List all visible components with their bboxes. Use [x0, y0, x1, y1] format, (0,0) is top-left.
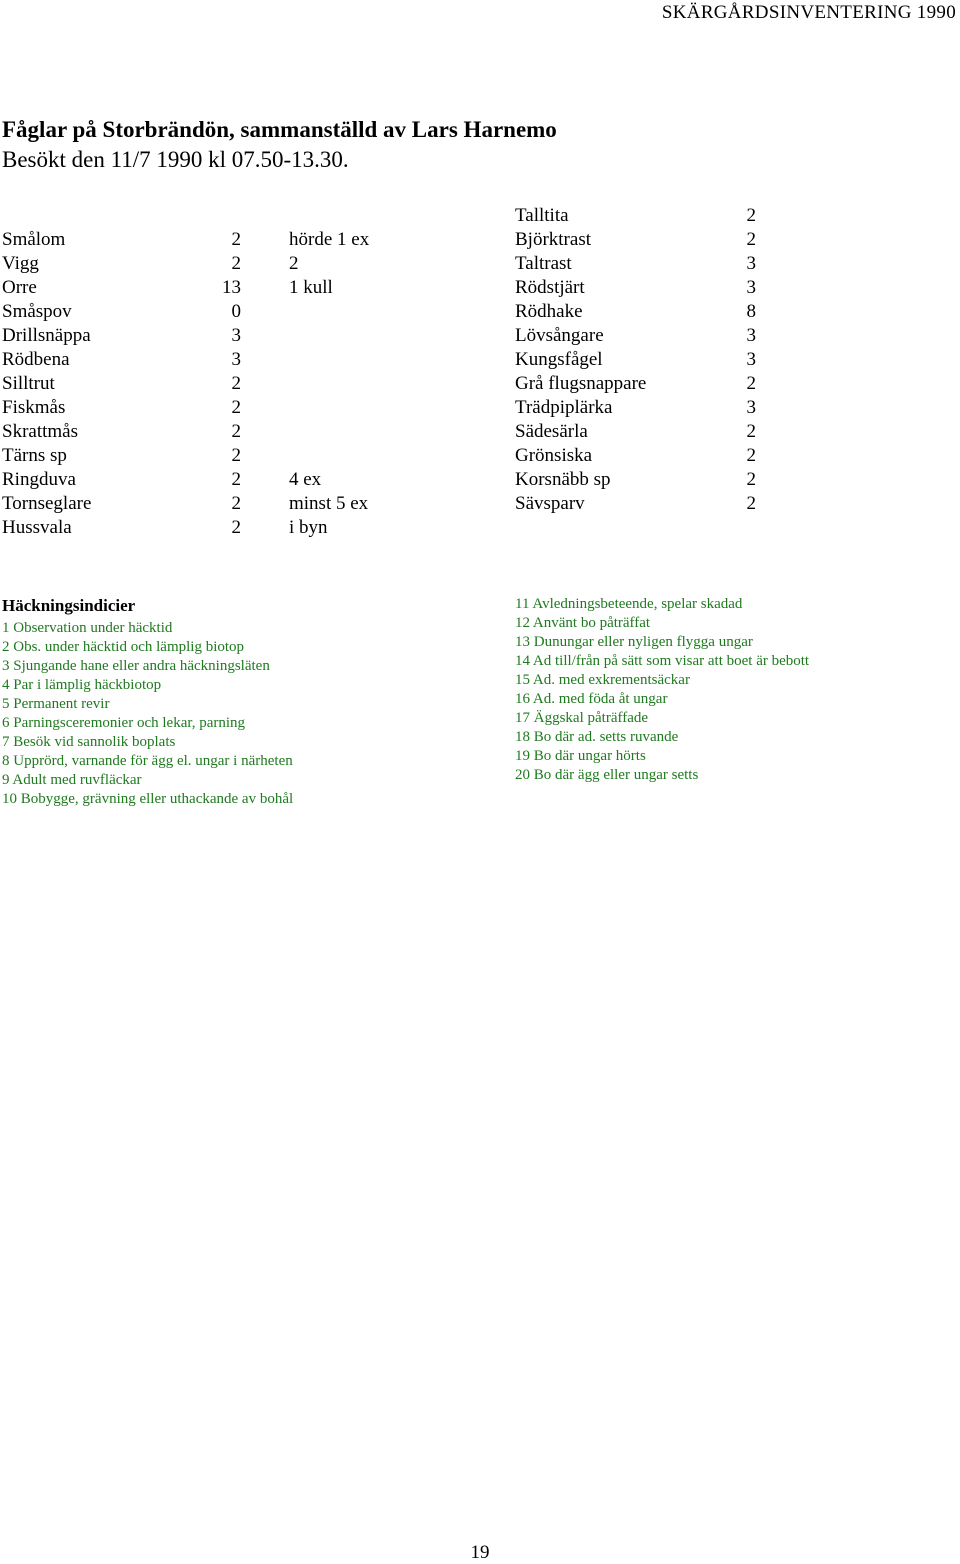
- legend-item: 9 Adult med ruvfläckar: [2, 772, 142, 788]
- bird-count: 2: [231, 469, 241, 490]
- bird-name: Småspov: [2, 301, 72, 322]
- bird-name: Grönsiska: [515, 445, 593, 466]
- bird-note: 1 kull: [289, 277, 333, 298]
- bird-count: 2: [231, 517, 241, 538]
- bird-row: [515, 468, 756, 492]
- bird-name: Rödhake: [515, 301, 583, 322]
- bird-row: [515, 420, 756, 444]
- legend-item: 6 Parningsceremonier och lekar, parning: [2, 715, 246, 731]
- legend-item: 13 Dunungar eller nyligen flygga ungar: [515, 634, 753, 650]
- bird-count: 3: [746, 253, 756, 274]
- legend-item: 3 Sjungande hane eller andra häckningsläten: [2, 658, 270, 674]
- bird-row: [515, 492, 756, 516]
- bird-note: minst 5 ex: [289, 493, 369, 514]
- bird-row: [515, 324, 756, 348]
- legend-item: 2 Obs. under häcktid och lämplig biotop: [2, 639, 245, 655]
- legend-item: 15 Ad. med exkrementsäckar: [515, 672, 690, 688]
- legend-item: 1 Observation under häcktid: [2, 620, 173, 636]
- bird-count: 2: [231, 373, 241, 394]
- bird-name: Kungsfågel: [515, 349, 603, 370]
- bird-row: [0, 276, 333, 300]
- bird-row: [0, 252, 299, 276]
- bird-row: [0, 372, 241, 396]
- legend-item: 18 Bo där ad. setts ruvande: [515, 729, 679, 745]
- bird-name: Vigg: [2, 253, 39, 274]
- bird-count: 2: [231, 253, 241, 274]
- bird-row: [515, 372, 756, 396]
- bird-count: 3: [231, 349, 241, 370]
- bird-name: Björktrast: [515, 229, 591, 250]
- bird-count: 2: [746, 493, 756, 514]
- legend-item: 11 Avledningsbeteende, spelar skadad: [515, 596, 743, 612]
- bird-row: [0, 228, 370, 252]
- bird-count: 3: [746, 277, 756, 298]
- bird-name: Silltrut: [2, 373, 55, 394]
- bird-count: 2: [231, 397, 241, 418]
- bird-row: [515, 444, 756, 468]
- legend-item: 19 Bo där ungar hörts: [515, 748, 646, 764]
- bird-name: Rödstjärt: [515, 277, 585, 298]
- bird-name: Ringduva: [2, 469, 76, 490]
- bird-count: 2: [746, 445, 756, 466]
- legend-item: 7 Besök vid sannolik boplats: [2, 734, 176, 750]
- page-number: 19: [470, 1542, 490, 1563]
- bird-name: Taltrast: [515, 253, 572, 274]
- bird-name: Hussvala: [2, 517, 72, 538]
- bird-note: i byn: [289, 517, 328, 538]
- bird-count: 2: [746, 421, 756, 442]
- bird-note: hörde 1 ex: [289, 229, 370, 250]
- bird-name: Tornseglare: [2, 493, 92, 514]
- bird-row: [0, 516, 328, 540]
- bird-name: Sävsparv: [515, 493, 585, 514]
- bird-name: Lövsångare: [515, 325, 604, 346]
- bird-count: 3: [746, 397, 756, 418]
- bird-note: 4 ex: [289, 469, 322, 490]
- visit-info: Besökt den 11/7 1990 kl 07.50-13.30.: [2, 147, 349, 172]
- bird-name: Sädesärla: [515, 421, 588, 442]
- running-header: SKÄRGÅRDSINVENTERING 1990: [661, 2, 956, 23]
- bird-row: [0, 444, 241, 468]
- bird-row: [0, 468, 322, 492]
- bird-name: Drillsnäppa: [2, 325, 91, 346]
- bird-count: 2: [231, 421, 241, 442]
- bird-count: 2: [231, 445, 241, 466]
- bird-row: [515, 396, 756, 420]
- bird-row: [0, 396, 241, 420]
- bird-row: [0, 492, 369, 516]
- bird-name: Grå flugsnappare: [515, 373, 647, 394]
- legend-item: 4 Par i lämplig häckbiotop: [2, 677, 162, 693]
- bird-row: [515, 228, 756, 252]
- bird-name: Talltita: [515, 205, 569, 226]
- bird-row: [515, 300, 756, 324]
- bird-row: [515, 252, 756, 276]
- bird-name: Tärns sp: [2, 445, 67, 466]
- bird-count: 13: [222, 277, 241, 298]
- bird-count: 3: [231, 325, 241, 346]
- bird-count: 2: [746, 205, 756, 226]
- bird-count: 2: [231, 493, 241, 514]
- bird-count: 2: [746, 469, 756, 490]
- page-title: Fåglar på Storbrändön, sammanställd av Lars Harnemo: [2, 117, 557, 142]
- bird-name: Skrattmås: [2, 421, 78, 442]
- legend-item: 14 Ad till/från på sätt som visar att boet är bebott: [515, 653, 810, 669]
- bird-row: [515, 204, 756, 228]
- legend-title: Häckningsindicier: [2, 596, 136, 615]
- bird-count: 3: [746, 325, 756, 346]
- bird-row: [515, 348, 756, 372]
- legend-item: 16 Ad. med föda åt ungar: [515, 691, 668, 707]
- bird-note: 2: [289, 253, 299, 274]
- bird-row: [515, 276, 756, 300]
- bird-count: 2: [231, 229, 241, 250]
- bird-name: Smålom: [2, 229, 66, 250]
- bird-count: 8: [746, 301, 756, 322]
- legend-item: 10 Bobygge, grävning eller uthackande av bohål: [2, 791, 294, 807]
- bird-row: [0, 324, 241, 348]
- legend-item: 17 Äggskal påträffade: [515, 710, 649, 726]
- bird-name: Fiskmås: [2, 397, 66, 418]
- legend-item: 8 Upprörd, varnande för ägg el. ungar i närheten: [2, 753, 293, 769]
- legend-item: 12 Använt bo påträffat: [515, 615, 651, 631]
- bird-count: 3: [746, 349, 756, 370]
- legend-item: 5 Permanent revir: [2, 696, 110, 712]
- legend-item: 20 Bo där ägg eller ungar setts: [515, 767, 699, 783]
- bird-name: Orre: [2, 277, 37, 298]
- bird-count: 2: [746, 229, 756, 250]
- bird-count: 0: [231, 301, 241, 322]
- bird-row: [0, 420, 241, 444]
- bird-name: Rödbena: [2, 349, 70, 370]
- bird-name: Korsnäbb sp: [515, 469, 611, 490]
- bird-row: [0, 300, 241, 324]
- bird-name: Trädpiplärka: [515, 397, 613, 418]
- bird-count: 2: [746, 373, 756, 394]
- bird-row: [0, 348, 241, 372]
